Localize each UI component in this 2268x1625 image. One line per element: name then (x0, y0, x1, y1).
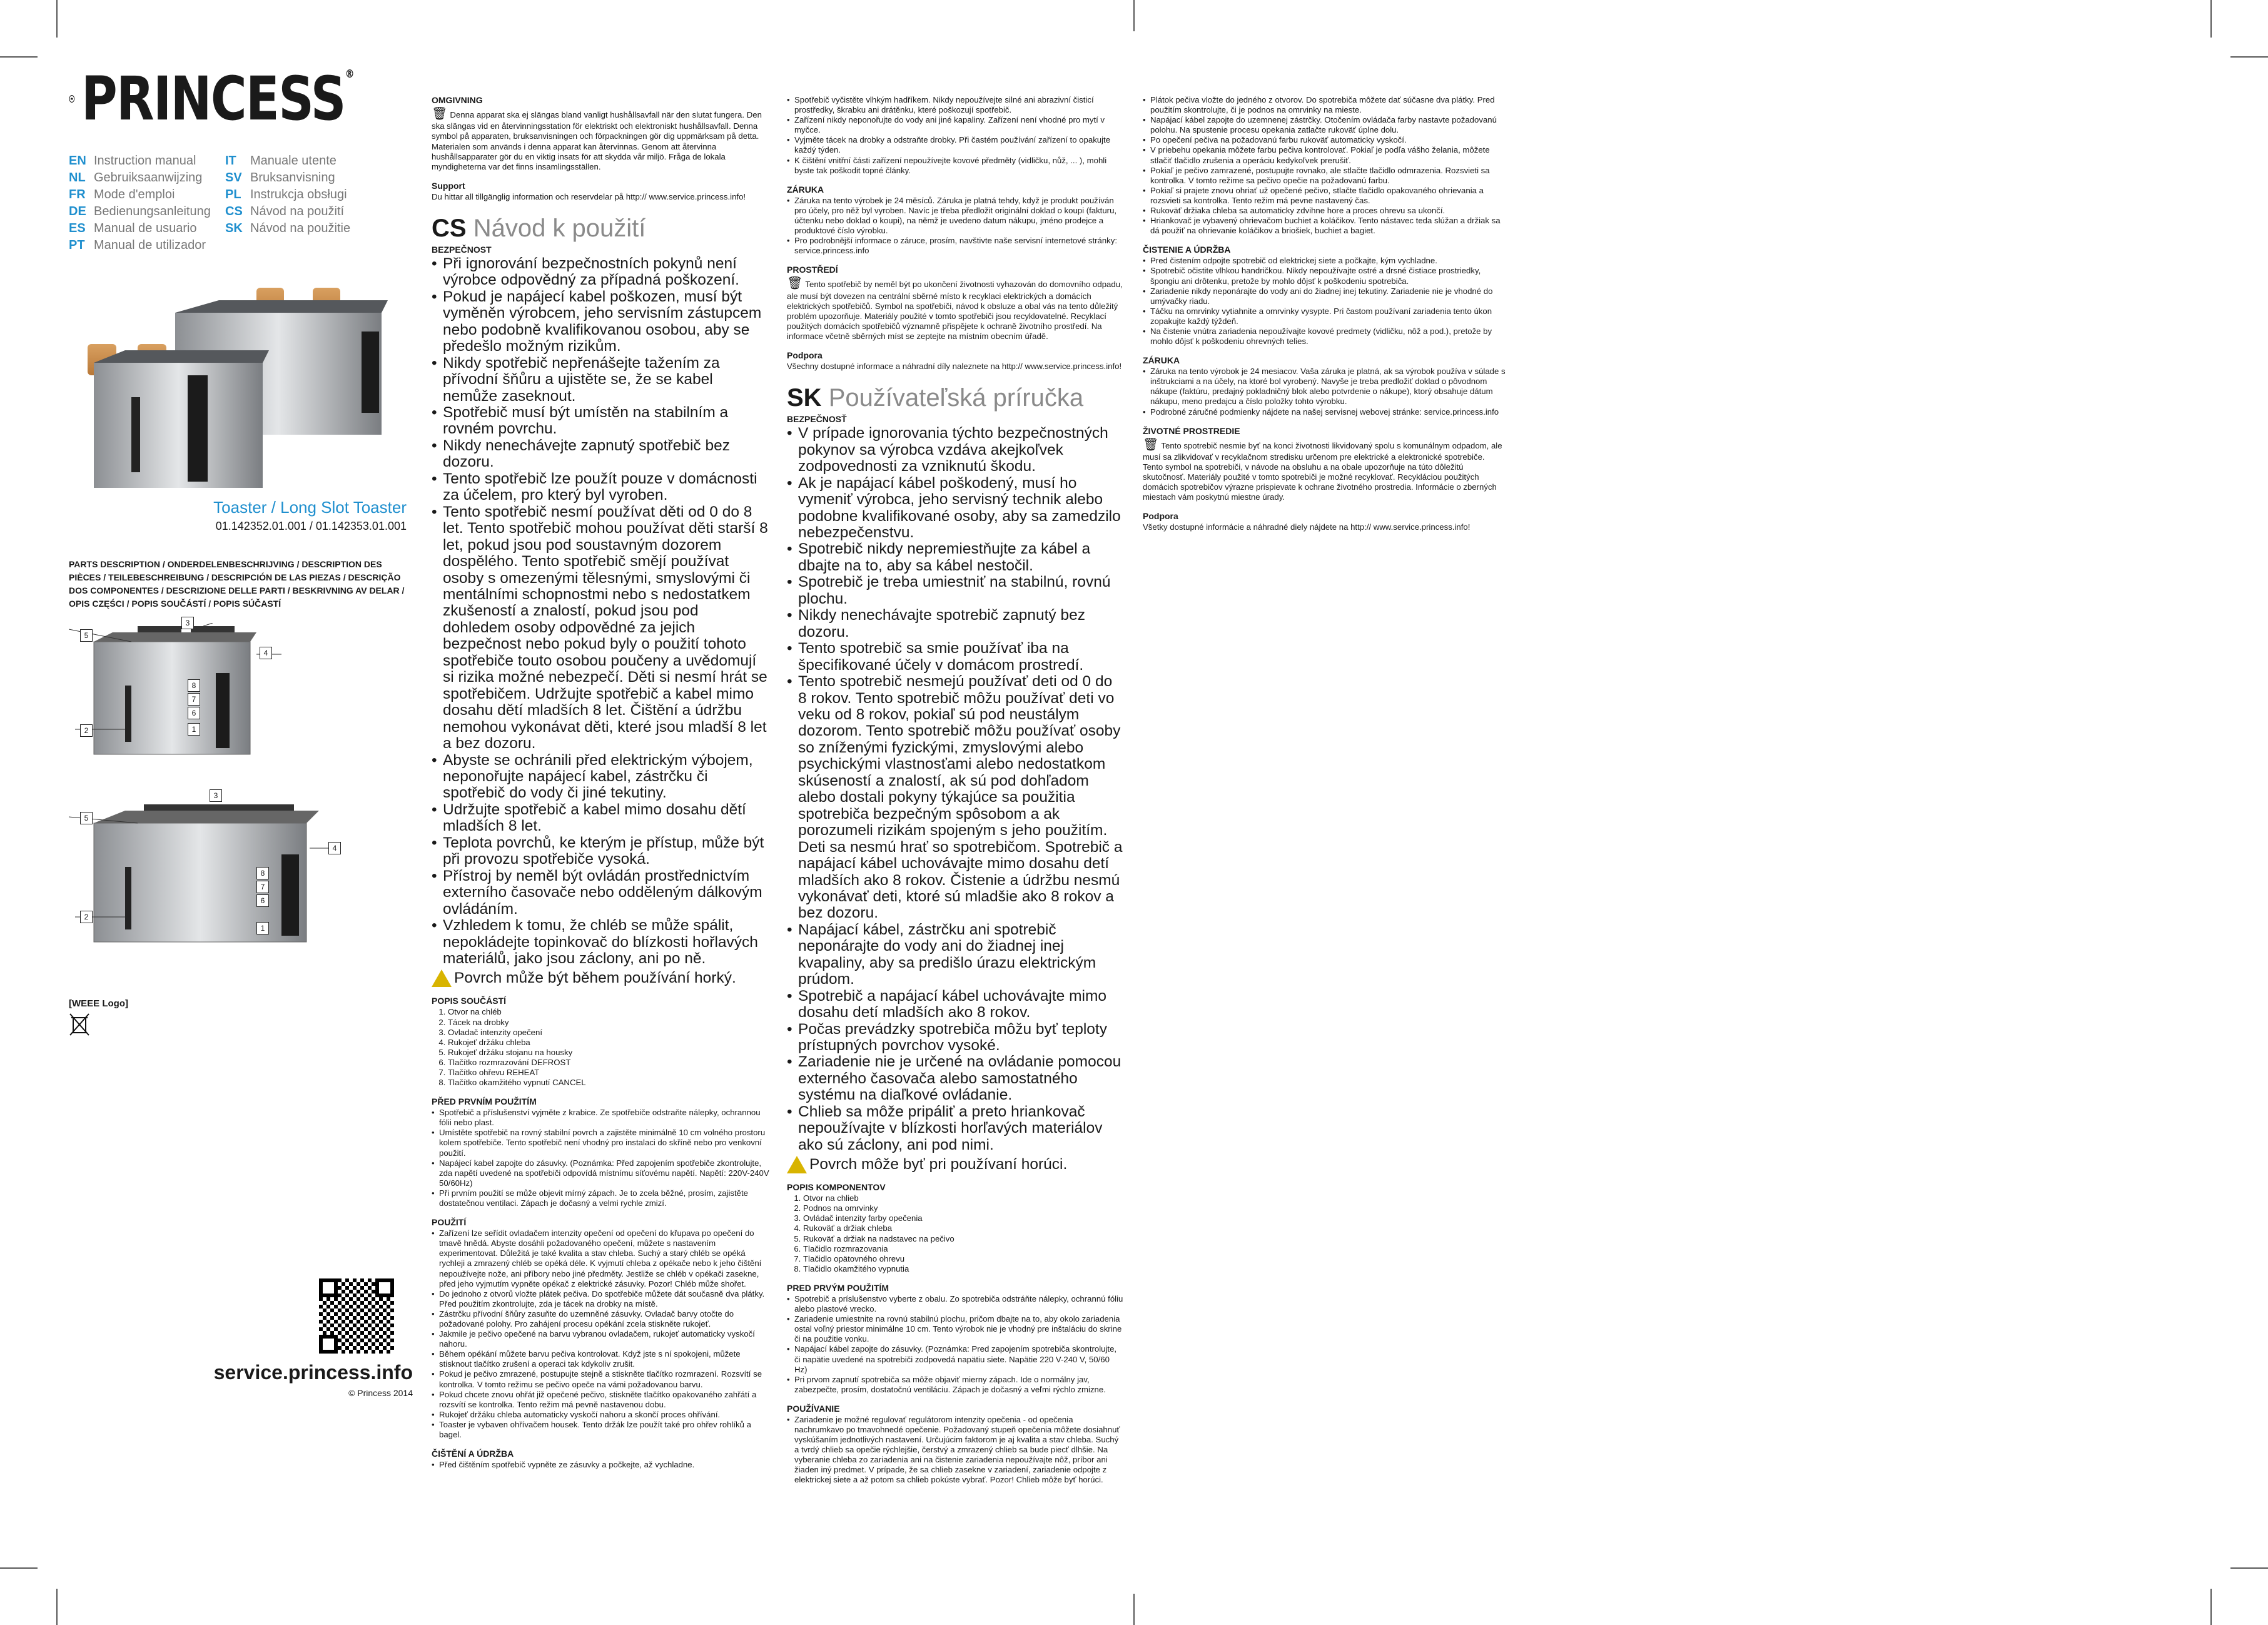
service-url[interactable]: service.princess.info (213, 1361, 413, 1384)
list-item: • Pred čistením odpojte spotrebič od elektrickej siete a počkajte, kým vychladne. (1149, 256, 1506, 266)
language-item (69, 154, 225, 168)
product-title: Toaster / Long Slot Toaster (213, 498, 407, 517)
list-item: • Teplota povrchů, ke kterým je přístup, může být při provozu spotřebiče vysoká. (443, 835, 769, 868)
sk-safety-list (787, 425, 1125, 1153)
warning-icon (432, 969, 452, 987)
czech-column (432, 94, 769, 1470)
crop-mark (0, 1567, 38, 1569)
list-item: • Zařízení nikdy neponořujte do vody ani jiné kapaliny. Zařízení není vhodné pro mytí v myčce. (793, 115, 1125, 135)
warning-icon (787, 1156, 807, 1173)
list-item: • Pokiaľ si prajete znovu ohriať už opečené pečivo, stlačte tlačidlo opakovaného ohrievania a rozsvieti sa kontrolka. Tento režim má pevne nastavený čas. (1149, 186, 1506, 206)
sv-support-text: Du hittar all tillgänglig information och reservdelar på http:// www.service.princess.info! (432, 191, 746, 201)
language-label: Mode d'emploi (94, 188, 175, 201)
language-item (225, 221, 382, 236)
cs-use-list (432, 1228, 769, 1440)
cover-column (69, 64, 413, 1398)
list-item: • Nikdy nenechávejte zapnutý spotřebič bez dozoru. (443, 438, 769, 471)
cs-safety-heading: BEZPEČNOST (432, 244, 492, 255)
list-item: • Ak je napájací kábel poškodený, musí ho vymeniť výrobca, jeho servisný technik alebo podobne kvalifikované osoby, aby sa zamedzilo nebezpečenstvu. (798, 475, 1125, 542)
language-label: Manual de usuario (94, 221, 197, 235)
copyright: © Princess 2014 (348, 1388, 413, 1398)
fold-mark (1133, 1594, 1135, 1625)
list-item: • Spotrebič a napájací kábel uchovávajte mimo dosahu detí mladších ako 8 rokov. (798, 988, 1125, 1021)
product-codes: 01.142352.01.001 / 01.142353.01.001 (215, 520, 407, 532)
list-item: 1. Otvor na chlieb (803, 1193, 1125, 1203)
list-item: • Tento spotřebič nesmí používat děti od 0 do 8 let. Tento spotřebič mohou používat děti starší 8 let, pokud jsou pod soustavným dozorem dospělého. Tento spotřebič smějí používat osoby s omezenými tělesnými, smyslovými či mentálními schopnostmi nebo s nedostatkem zkušeností a znalostí, pokud jsou pod dohledem osoby odpovědné za jejich bezpečnost nebo pokud byly o použití tohoto spotřebiče touto osobou poučeny a uvědomují si rizika možné nebezpečí. Děti si nesmí hrát se spotřebičem. Udržujte spotřebič a kabel mimo dosahu dětí mladších 8 let. Čištění a údržbu nemohou vykonávat děti, které jsou mladší 8 let a bez dozoru. (443, 504, 769, 752)
language-item (69, 205, 225, 219)
callout-3: 3 (181, 617, 194, 629)
list-item: • Zariadenie nie je určené na ovládanie pomocou externého časovača alebo samostatného systému na diaľkové ovládanie. (798, 1054, 1125, 1103)
list-item: • Pokiaľ je pečivo zamrazené, postupujte rovnako, ale stlačte tlačidlo odmrazenia. Rozsvieti sa kontrolka. V tomto režime sa pečivo opečie na požadovanú farbu. (1149, 166, 1506, 186)
cs-section-title: CS Návod k použití (432, 214, 646, 242)
language-item (69, 221, 225, 236)
list-item: • Hriankovač je vybavený ohrievačom buchiet a koláčikov. Tento nástavec teda slúžan a držiak sa dá použiť na ohrievanie koláčikov a briošiek, buchiet a bagiet. (1149, 216, 1506, 236)
callout-4: 4 (328, 842, 341, 854)
list-item: • Zařízení lze seřídit ovladačem intenzity opečení od opečení do křupava po opečení do tmavě hnědá. Abyste dosáhli požadovaného opečení, můžete s nastavením experimentovat. Důležitá je také kvalita a stav chleba. Suchý a starý chléb se opéká rychleji a zmrazený chléb se opéká déle. K vyjmutí chleba z opékače nebo k jeho čištění nepoužívejte nože, ani příbory nebo jiné předměty. Jestliže se chléb v opékači zasekne, před jeho vyjmutím vypněte opékač z elektrické zásuvky. Pozor! Chléb může shořet. (438, 1228, 769, 1289)
list-item: • Nikdy nenechávajte spotrebič zapnutý bez dozoru. (798, 607, 1125, 640)
list-item: • Vyjměte tácek na drobky a odstraňte drobky. Při častém používání zařízení to opakujte každý týden. (793, 135, 1125, 155)
list-item: • Zariadenie umiestnite na rovnú stabilnú plochu, pričom dbajte na to, aby okolo zariadenia ostal voľný priestor minimálne 10 cm. Tento výrobok nie je vhodný pre inštaláciu do skrine či na použitie vonku. (793, 1314, 1125, 1344)
sk-use-first (787, 1415, 1125, 1486)
callout-1: 1 (256, 922, 269, 934)
list-item: 6. Tlačidlo rozmrazovania (803, 1244, 1125, 1254)
list-item: 5. Rukojeť držáku stojanu na housky (448, 1048, 769, 1058)
long-slot-diagram (69, 791, 413, 973)
callout-7: 7 (188, 693, 200, 706)
language-code: PT (69, 238, 85, 252)
sk-support-text: Všetky dostupné informácie a náhradné diely nájdete na http:// www.service.princess.info! (1143, 522, 1471, 532)
sk-warranty-list (1143, 367, 1506, 417)
cs-cleaning-rest (787, 95, 1125, 176)
language-code: SK (225, 221, 243, 235)
sk-use-heading: POUŽÍVANIE (787, 1403, 840, 1414)
list-item: 7. Tlačidlo opätovného ohrevu (803, 1254, 1125, 1264)
weee-bin-icon (69, 1013, 90, 1038)
crop-mark (56, 0, 58, 38)
callout-6: 6 (188, 707, 200, 719)
cs-cleaning-heading: ČIŠTĚNÍ A ÚDRŽBA (432, 1449, 514, 1459)
language-label: Bedienungsanleitung (94, 205, 211, 218)
list-item: • Po opečení pečiva na požadovanú farbu rukoväť automaticky vyskočí. (1149, 135, 1506, 145)
language-code: PL (225, 188, 241, 201)
language-code: CS (225, 205, 243, 218)
list-item: • Tento spotrebič nesmejú používať deti od 0 do 8 rokov. Tento spotrebič môžu používať deti vo veku od 8 rokov, pokiaľ sú pod neustálym dozorom. Tento spotrebič môžu používať osoby so zníženými fyzickými, zmyslovými alebo psychickými vlastnosťami alebo nedostatkom skúseností a znalostí, ak sú pod dohľadom alebo dostali pokyny týkajúce sa použitia spotrebiča bezpečným spôsobom a ak porozumeli rizikám spojeným s jeho použitím. Deti sa nesmú hrať so spotrebičom. Spotrebič a napájací kábel uchovávajte mimo dosahu detí mladších ako 8 rokov. Čistenie a údržbu nesmú vykonávať deti, ktoré sú mladšie ako 8 rokov a bez dozoru. (798, 674, 1125, 922)
list-item: • Podrobné záručné podmienky nájdete na našej servisnej webovej stránke: service.princess.info (1149, 407, 1506, 417)
toaster-diagram-drawing (69, 623, 413, 779)
toaster-diagram (69, 619, 413, 779)
crop-mark (2210, 1589, 2212, 1625)
list-item: 2. Tácek na drobky (448, 1018, 769, 1028)
list-item: 6. Tlačítko rozmrazování DEFROST (448, 1058, 769, 1068)
sk-use-rest (1143, 95, 1506, 236)
list-item: • Pokud chcete znovu ohřát již opečené pečivo, stiskněte tlačítko opakovaného zahřátí a rozsvítí se kontrolka. Tento režim má pevně nastavenou dobu. (438, 1390, 769, 1410)
crown-icon (69, 74, 75, 124)
language-item (225, 205, 382, 219)
callout-2: 2 (80, 911, 93, 923)
list-item: • Spotřebič musí být umístěn na stabilním a rovném povrchu. (443, 405, 769, 438)
list-item: 2. Podnos na omrvinky (803, 1203, 1125, 1213)
language-item (225, 171, 382, 185)
crop-mark (2230, 1567, 2268, 1569)
language-code: EN (69, 154, 86, 168)
sk-section-title: SK Používateľská príručka (787, 384, 1084, 412)
cs-hot-warning: Povrch může být během používání horký. (432, 969, 769, 987)
list-item: • Rukojeť držáku chleba automaticky vyskočí nahoru a skončí proces ohřívání. (438, 1410, 769, 1420)
sk-cleaning-heading: ČISTENIE A ÚDRŽBA (1143, 245, 1231, 255)
cs-safety-list (432, 256, 769, 967)
list-item: • Přístroj by neměl být ovládán prostřednictvím externího časovače nebo odděleným dálkovým ovládáním. (443, 868, 769, 918)
callout-5: 5 (80, 812, 93, 824)
list-item: • V priebehu opekania môžete farbu pečiva kontrolovať. Pokiaľ je podľa vášho želania, môžete stlačiť tlačidlo zrušenia a operáciu kedykoľvek prerušiť. (1149, 145, 1506, 165)
crop-mark (56, 1589, 58, 1625)
weee-bin-icon: 🗑 (432, 107, 448, 121)
cs-use-heading: POUŽITÍ (432, 1217, 467, 1228)
sk-first-use-heading: PRED PRVÝM POUŽITÍM (787, 1282, 889, 1293)
sv-environment-text: 🗑 Denna apparat ska ej slängas bland vanligt hushållsavfall när den slutat fungera. Den ska slängas vid en återvinningsstation för elektriskt och elektroniskt hushållsavfall. Denna symbol på apparaten, bruksanvisningen och förpackningen gör dig uppmärksam på detta. Materialen som används i denna apparat kan återvinnas. Genom att återvinna hushållsapparater gör du en viktig insats för att skydda vår miljö. Fråga de lokala myndigheterna var det finns insamlingsställen. (432, 107, 762, 171)
list-item: • Pokud je pečivo zmrazené, postupujte stejně a stiskněte tlačítko rozmrazení. Rozsvítí se kontrolka. V tomto režimu se pečivo opeče na vámi požadovanou barvu. (438, 1369, 769, 1389)
qr-code (319, 1278, 394, 1354)
language-label: Bruksanvisning (250, 171, 335, 185)
list-item: • Na čistenie vnútra zariadenia nepoužívajte kovové predmety (vidličku, nôž a pod.), pretože by mohlo dôjsť k poškodeniu ohrevných telies. (1149, 327, 1506, 347)
cs-environment-heading: PROSTŘEDÍ (787, 265, 838, 275)
toaster-photo (69, 269, 413, 494)
weee-label: [WEEE Logo] (69, 998, 128, 1009)
language-code: SV (225, 171, 242, 185)
list-item: • Tento spotrebič sa smie používať iba na špecifikované účely v domácom prostredí. (798, 640, 1125, 674)
cs-first-use-list (432, 1108, 769, 1208)
fold-mark (1133, 0, 1135, 31)
callout-7: 7 (256, 881, 269, 893)
sk-hot-warning: Povrch môže byť pri používaní horúci. (787, 1156, 1125, 1173)
list-item: 7. Tlačítko ohřevu REHEAT (448, 1068, 769, 1078)
sv-environment-heading: OMGIVNING (432, 95, 483, 105)
list-item: • Napájací kábel, zástrčku ani spotrebič neponárajte do vody ani do žiadnej inej kvapaliny, aby sa predišlo úrazu elektrickým prúdom. (798, 922, 1125, 988)
crop-mark (0, 56, 38, 58)
sk-warranty-heading: ZÁRUKA (1143, 355, 1180, 366)
sk-first-use-list (787, 1294, 1125, 1395)
language-code: NL (69, 171, 86, 185)
cs-parts-list (432, 1007, 769, 1088)
list-item: • Jakmile je pečivo opečené na barvu vybranou ovladačem, rukojeť automaticky vyskočí nahoru. (438, 1329, 769, 1349)
callout-4: 4 (260, 647, 272, 659)
cs-first-use-heading: PŘED PRVNÍM POUŽITÍM (432, 1096, 537, 1107)
weee-bin-icon: 🗑 (1143, 437, 1159, 452)
registered-mark: ® (345, 68, 353, 81)
language-label: Instrukcja obsługi (250, 188, 347, 201)
language-item (69, 238, 225, 253)
sk-cleaning-list (1143, 256, 1506, 347)
long-slot-diagram-drawing (69, 798, 413, 973)
list-item: • Rukoväť držiaka chleba sa automaticky zdvihne hore a proces ohrevu sa ukončí. (1149, 206, 1506, 216)
callout-6: 6 (256, 894, 269, 907)
language-item (225, 188, 382, 202)
language-list (69, 154, 413, 253)
list-item: 5. Rukoväť a držiak na nadstavec na pečivo (803, 1234, 1125, 1244)
list-item: • Pokud je napájecí kabel poškozen, musí být vyměněn výrobcem, jeho servisním zástupcem nebo podobně kvalifikovanou osobou, aby se předešlo možným rizikům. (443, 289, 769, 355)
crop-mark (2210, 0, 2212, 38)
sk-safety-heading: BEZPEČNOSŤ (787, 414, 847, 425)
list-item: • Spotrebič očistite vlhkou handričkou. Nikdy nepoužívajte ostré a drsné čistiace prostriedky, špongiu ani drôtenku, pretože by mohlo dôjsť k poškodeniu spotrebiča. (1149, 266, 1506, 286)
list-item: • Záruka na tento výrobek je 24 měsíců. Záruka je platná tehdy, když je produkt používán pro účely, pro něž byl vyroben. Navíc je třeba předložit originální doklad o koupi (fakturu, účtenku nebo doklad o koupi), na němž je uvedeno datum nákupu, jméno prodejce a produktové číslo výrobku. (793, 196, 1125, 236)
list-item: • Záruka na tento výrobok je 24 mesiacov. Vaša záruka je platná, ak sa výrobok používa v súlade s inštrukciami a na účely, na ktoré bol vyrobený. Navyše je treba predložiť doklad o pôvodnom nákupe (faktúru, predajný pokladničný blok alebo potvrdenie o nákupe), ktorý obsahuje dátum nákupu, meno predajcu a číslo položky tohto výrobku. (1149, 367, 1506, 407)
list-item: • Počas prevádzky spotrebiča môžu byť teploty prístupných povrchov vysoké. (798, 1021, 1125, 1055)
language-item (225, 238, 382, 253)
list-item: • Umístěte spotřebič na rovný stabilní povrch a zajistěte minimálně 10 cm volného prostoru kolem spotřebiče. Tento spotřebič není vhodný pro instalaci do skříně nebo pro venkovní použití. (438, 1128, 769, 1158)
list-item: • Napájací kábel zapojte do zásuvky. (Poznámka: Pred zapojením spotrebiča skontrolujte, či napätie uvedené na spotrebiči zodpovedá napätiu siete. Napätie 220 V-240 V, 50/60 Hz) (793, 1344, 1125, 1374)
list-item: • Před čištěním spotřebič vypněte ze zásuvky a počkejte, až vychladne. (438, 1460, 769, 1470)
list-item: 4. Rukojeť držáku chleba (448, 1038, 769, 1048)
list-item: • Toaster je vybaven ohřívačem housek. Tento držák lze použít také pro ohřev rohlíků a bagel. (438, 1420, 769, 1440)
callout-3: 3 (210, 789, 222, 802)
list-item: • Během opékání můžete barvu pečiva kontrolovat. Když jste s ní spokojeni, můžete stisknout tlačítko zrušení a operaci tak kdykoliv zrušit. (438, 1349, 769, 1369)
callout-8: 8 (188, 679, 200, 692)
list-item: • Při ignorování bezpečnostních pokynů není výrobce odpovědný za případná poškození. (443, 256, 769, 289)
list-item: • Nikdy spotřebič nepřenášejte tažením za přívodní šňůru a ujistěte se, že se kabel nemůže zaseknout. (443, 355, 769, 405)
list-item: 3. Ovladač intenzity opečení (448, 1028, 769, 1038)
cs-support-heading: Podpora (787, 350, 823, 361)
language-label: Gebruiksaanwijzing (94, 171, 203, 185)
sk-parts-list (787, 1193, 1125, 1274)
callout-5: 5 (80, 629, 93, 642)
slovak-continued-column (1143, 94, 1506, 533)
list-item: • Při prvním použití se může objevit mírný zápach. Je to zcela běžné, prosím, zajistěte dostatečnou ventilaci. Zápach je dočasný a velmi rychle zmizí. (438, 1188, 769, 1208)
cs-parts-heading: POPIS SOUČÁSTÍ (432, 996, 507, 1006)
language-label: Instruction manual (94, 154, 196, 168)
language-label: Manual de utilizador (94, 238, 206, 252)
sk-environment-heading: ŽIVOTNÉ PROSTREDIE (1143, 425, 1240, 436)
list-item: • Spotrebič a príslušenstvo vyberte z obalu. Zo spotrebiča odstráňte nálepky, ochrannú fóliu alebo plastové vrecko. (793, 1294, 1125, 1314)
cs-warranty-heading: ZÁRUKA (787, 184, 824, 195)
list-item: 4. Rukoväť a držiak chleba (803, 1223, 1125, 1233)
cs-cleaning-first (432, 1460, 769, 1470)
list-item: 8. Tlačítko okamžitého vypnutí CANCEL (448, 1078, 769, 1088)
callout-1: 1 (188, 723, 200, 736)
list-item: 8. Tlačidlo okamžitého vypnutia (803, 1264, 1125, 1274)
list-item: • Spotrebič je treba umiestniť na stabilnú, rovnú plochu. (798, 574, 1125, 607)
list-item: • Pro podrobnější informace o záruce, prosím, navštivte naše servisní internetové stránky: service.princess.info (793, 236, 1125, 256)
list-item: • Abyste se ochránili před elektrickým výbojem, neponořujte napájecí kabel, zástrčku či spotřebič do vody či jiné tekutiny. (443, 752, 769, 802)
list-item: • Spotřebič vyčistěte vlhkým hadříkem. Nikdy nepoužívejte silné ani abrazivní čisticí prostředky, škrabku ani drátěnku, které poškozují spotřebič. (793, 95, 1125, 115)
callout-2: 2 (80, 724, 93, 737)
brand-name: PRINCESS (81, 64, 345, 134)
cs-environment-text: 🗑 Tento spotřebič by neměl být po ukončení životnosti vyhazován do domovního odpadu, ale musí být dovezen na centrální sběrné místo k recyklaci elektrických a domácích elektrických spotřebičů. Symbol na spotřebiči, návod k obsluze a obal vás na tento důležitý problém upozorňuje. Materiály použité v tomto spotřebiči jsou recyklovatelné. Recyklací použitých domácích spotřebičů významně přispějete k ochraně životního prostředí. Na informace včetně sběrných míst se zeptejte na místním obecním úřadě. (787, 276, 1123, 342)
callout-8: 8 (256, 867, 269, 879)
list-item: • Tento spotřebič lze použít pouze v domácnosti za účelem, pro který byl vyroben. (443, 471, 769, 504)
list-item: 3. Ovládač intenzity farby opečenia (803, 1213, 1125, 1223)
list-item: • Udržujte spotřebič a kabel mimo dosahu dětí mladších 8 let. (443, 802, 769, 835)
list-item: • Spotrebič nikdy nepremiestňujte za kábel a dbajte na to, aby sa kábel nestočil. (798, 541, 1125, 574)
sk-parts-heading: POPIS KOMPONENTOV (787, 1182, 886, 1193)
language-item (225, 154, 382, 168)
list-item: • Zariadenie nikdy neponárajte do vody ani do žiadnej inej tekutiny. Zariadenie nie je vhodné do umývačky riadu. (1149, 286, 1506, 306)
sv-support-heading: Support (432, 180, 465, 191)
brand-logo (69, 64, 413, 134)
cs-warranty-list (787, 196, 1125, 256)
list-item: • Zariadenie je možné regulovať regulátorom intenzity opečenia - od opečenia nachrumkavo po tmavohnedé opečenie. Požadovaný stupeň opečenia môžete dosiahnuť vyskúšaním jednotlivých nastavení. Určujúcim faktorom je aj kvalita a stav chleba. Suchý a tvrdý chlieb sa opečie rýchlejšie, čerstvý a zmrazený chlieb sa bude piecť dlhšie. Na vyberanie chleba zo zariadenia ani na čistenie zariadenia nepoužívajte nôž, príbor ani žiaden iný predmet. V prípade, že sa chlieb zasekne v zariadení, zariadenie odpojte z elektrickej siete a až potom sa chlieb pokúste vybrať. Pozor! Chlieb môže byť horúci. (793, 1415, 1125, 1486)
list-item: • Pri prvom zapnutí spotrebiča sa môže objaviť mierny zápach. Ide o normálny jav, zabezpečte, prosím, dostatočnú ventiláciu. Zápach je dočasný a veľmi rýchlo zmizne. (793, 1375, 1125, 1395)
list-item: • Vzhledem k tomu, že chléb se může spálit, nepokládejte topinkovač do blízkosti hořlavých materiálů, jako jsou záclony, ani po ně. (443, 918, 769, 967)
language-code: DE (69, 205, 86, 218)
parts-heading: PARTS DESCRIPTION / ONDERDELENBESCHRIJVING / DESCRIPTION DES PIÈCES / TEILEBESCHREIBUNG / DESCRIPCIÓN DE LAS PIEZAS / DESCRIÇÃO DOS COMPONENTES / DESCRIZIONE DELLE PARTI / BESKRIVNING AV DELAR / OPIS CZĘŚCI / POPIS SOUČÁSTÍ / POPIS SÚČASTÍ (69, 559, 405, 609)
list-item: • V prípade ignorovania týchto bezpečnostných pokynov sa výrobca vzdáva akejkoľvek zodpovednosti za vzniknutú škodu. (798, 425, 1125, 475)
cs-support-text: Všechny dostupné informace a náhradní díly naleznete na http:// www.service.princess.info! (787, 362, 1122, 372)
slovak-column (787, 94, 1125, 1486)
crop-mark (2230, 56, 2268, 58)
list-item: • Zástrčku přívodní šňůry zasuňte do uzemněné zásuvky. Ovladač barvy otočte do požadované polohy. Pro zahájení procesu opékání zcela stiskněte rukojeť. (438, 1309, 769, 1329)
sk-environment-text: 🗑 Tento spotrebič nesmie byť na konci životnosti likvidovaný spolu s komunálnym odpadom, ale musí sa zlikvidovať v recyklačnom stredisku určenom pre elektrické a elektronické spotrebiče. Tento symbol na spotrebiči, v návode na obsluhu a na obale upozorňuje na túto dôležitú skutočnosť. Materiály použité v tomto spotrebiči je možné recyklovať. Recykláciou použitých domácich spotrebičov výrazne prispievate k ochrane životného prostredia. Informácie o zberných miestach vám poskytnú miestne úrady. (1143, 437, 1502, 502)
language-item (69, 171, 225, 185)
list-item: • Chlieb sa môže pripáliť a preto hriankovač nepoužívajte v blízkosti horľavých materiálov ako sú záclony, ani pod nimi. (798, 1104, 1125, 1153)
list-item: • Napájecí kabel zapojte do zásuvky. (Poznámka: Před zapojením spotřebiče zkontrolujte, zda napětí uvedené na spotřebiči odpovídá místnímu síťovému napětí. Napětí: 220V-240V 50/60Hz) (438, 1158, 769, 1188)
language-label: Návod na použitie (250, 221, 351, 235)
language-code: ES (69, 221, 86, 235)
weee-bin-icon: 🗑 (787, 276, 803, 291)
language-item (69, 188, 225, 202)
list-item: • Plátok pečiva vložte do jedného z otvorov. Do spotrebiča môžete dať súčasne dva plátky. Pred použitím skontrolujte, či je podnos na omrvinky na mieste. (1149, 95, 1506, 115)
language-code: IT (225, 154, 236, 168)
list-item: • K čištění vnitřní části zařízení nepoužívejte kovové předměty (vidličku, nůž, ... ), mohli byste tak poškodit topné články. (793, 156, 1125, 176)
list-item: 1. Otvor na chléb (448, 1007, 769, 1017)
list-item: • Napájací kábel zapojte do uzemnenej zástrčky. Otočením ovládača farby nastavte požadovanú polohu. Na spustenie procesu opekania zatlačte rukoväť úplne dolu. (1149, 115, 1506, 135)
sk-support-heading: Podpora (1143, 511, 1178, 522)
language-code: FR (69, 188, 86, 201)
product-photo (69, 269, 413, 494)
list-item: • Spotřebič a příslušenství vyjměte z krabice. Ze spotřebiče odstraňte nálepky, ochrannou fólii nebo plast. (438, 1108, 769, 1128)
language-label: Manuale utente (250, 154, 337, 168)
list-item: • Táčku na omrvinky vytiahnite a omrvinky vysypte. Pri častom používaní zariadenia tento úkon zopakujte každý týždeň. (1149, 306, 1506, 327)
language-label: Návod na použití (250, 205, 345, 218)
list-item: • Do jednoho z otvorů vložte plátek pečiva. Do spotřebiče můžete dát současně dva plátky. Před použitím zkontrolujte, zda je tácek na drobky na místě. (438, 1289, 769, 1309)
